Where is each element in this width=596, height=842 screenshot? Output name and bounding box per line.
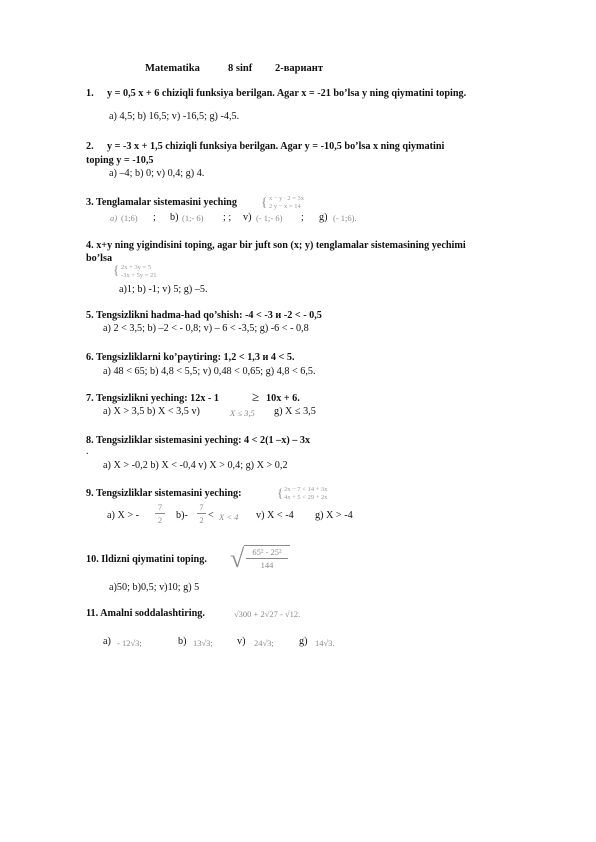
q9-opt-a-fraction: 7 2 [155,502,165,525]
q3-opt-b-label: b) [170,212,179,223]
q10-radical: √ 65² - 25² 144 [230,540,294,576]
q9-opt-b-mid: < [208,510,214,521]
q4-options: a)1; b) -1; v) 5; g) –5. [119,284,208,295]
q1-number: 1. [86,88,94,99]
q9-opt-g: g) X > -4 [315,510,353,521]
q11-opt-v-label: v) [237,636,246,647]
q3-opt-a-label: a) [110,213,118,223]
q11-opt-a-label: a) [103,636,111,647]
q5-options: a) 2 < 3,5; b) –2 < - 0,8; v) – 6 < -3,5; g) -6 < - 0,8 [103,323,309,334]
q10-numerator: 65² - 25² [252,547,282,557]
header-subject: Matematika [145,63,200,74]
q7-opt-v: X ≤ 3,5 [230,408,255,418]
q8-options: a) X > -0,2 b) X < -0,4 v) X > 0,4; g) X > 0,2 [103,460,288,471]
q10-fraction [246,547,288,570]
q2-text-cont: toping y = -10,5 [86,155,154,166]
q9-opt-v: v) X < -4 [256,510,294,521]
q3-system-eq2: 2 y − x = 14 [269,203,301,210]
q2-options: a) –4; b) 0; v) 0,4; g) 4. [109,168,205,179]
q9-text: 9. Tengsizliklar sistemasini yeching: [86,488,242,499]
q4-system-eq2: -3x + 5y = 21 [121,272,157,279]
q3-opt-a: (1;6) [121,213,138,223]
q4-system-eq1: 2x + 3y = 5 [121,264,152,271]
q4-text-cont: bo’lsa [86,253,113,264]
q2-text: y = -3 x + 1,5 chiziqli funksiya berilgan. Agar y = -10,5 bo’lsa x ning qiymatini [107,141,445,152]
q11-opt-g: 14√3. [315,638,335,648]
q11-opt-b: 13√3; [193,638,213,648]
q11-opt-a: - 12√3; [117,638,142,648]
q3-opt-b: (1;- 6) [182,213,204,223]
q3-text: 3. Tenglamalar sistemasini yeching [86,197,237,208]
q11-opt-g-label: g) [299,636,308,647]
q10-text: 10. Ildizni qiymatini toping. [86,554,207,565]
q11-text: 11. Amalni soddalashtiring. [86,608,205,619]
q4-text: 4. x+y ning yigindisini toping, agar bir juft son (x; y) tenglamalar sistemasining yechimi [86,240,466,251]
q3-system-brace: { [261,194,268,209]
q8-text: 8. Tengsizliklar sistemasini yeching: 4 < 2(1 –x) – 3x [86,435,311,446]
q9-system-eq2: 4x + 5 < 29 + 2x [284,494,328,501]
q9-system-brace: { [277,485,284,500]
q9-opt-a: a) X > - [107,510,140,521]
header-variant: 2-вариант [275,63,324,74]
q1-text: y = 0,5 x + 6 chiziqli funksiya berilgan. Agar x = -21 bo’lsa y ning qiymatini toping. [107,88,467,99]
q4-system-brace: { [113,262,120,277]
q7-opt-g: g) X ≤ 3,5 [274,406,316,417]
q7-text-end: 10x + 6. [266,393,300,404]
q7-text: 7. Tengsizlikni yeching: 12x - 1 [86,393,220,404]
worksheet-page: Matematika 8 sinf 2-вариант 1. y = 0,5 x + 6 chiziqli funksiya berilgan. Agar x = -21 bo’lsa y ning qiymatini toping. a) 4,5; b) 16,5; v) -16,5; g) -4,5. 2. y = -3 x + 1,5 chiziqli funksiya berilgan. Agar y = -10,5 bo’lsa x ning qiymatini toping y = -10,5 a) –4; b) 0; v) 0,4; g) 4. 3. Tenglamalar sistemasini yeching { x − y ∙ 2 = 3x 2 y − x = 14 a) (1;6) ; b) (1;- 6) ; ; v) (- 1;- 6) ; g) (- 1;6). 4. x+y ning yigindisini toping, agar bir juft son (x; y) tenglamalar sistemasining yechimi bo’lsa { 2x + 3y = 5 -3x + 5y = 21 a)1; b) -1; v) 5; g) –5. 5. Tengsizlikni hadma-had qo’shish: -4 < -3 и -2 < - 0,5 a) 2 < 3,5; b) –2 < - 0,8; v) – 6 < -3,5; g) -6 < - 0,8 6. Tengsizliklarni ko’paytiring: 1,2 < 1,3 и 4 < 5. a) 48 < 65; b) 4,8 < 5,5; v) 0,48 < 0,65; g) 4,8 < 6,5. 7. Tengsizlikni yeching: 12x - 1 ≥ 10x + 6. a) X > 3,5 b) X < 3,5 v) X ≤ 3,5 g) X ≤ 3,5 8. Tengsizliklar sistemasini yeching: 4 < 2(1 –x) – 3x . a) X > -0,2 b) X < -0,4 v) X > 0,4; g) X > 0,2 9. Tengsizliklar sistemasini yeching: { 2x − 7 < 14 + 3x 4x + 5 < 29 + 2x a) X > - 7 2 b)- 7 2 < X < 4 v) X < -4 g) X > -4 10. Ildizni qiymatini toping. √ 65² - 25² 144 a)50; b)0,5; v)10; g) 5 11. Amalni soddalashtiring. √300 + 2√27 - √12. a) - 12√3; b) 13√3; v) 24√3; g) 14√3. [86,63,467,648]
q2-number: 2. [86,141,94,152]
q9-opt-b: b)- [176,510,188,521]
q3-opt-g: (- 1;6). [333,213,357,223]
q3-opt-v: (- 1;- 6) [256,213,283,223]
q6-text: 6. Tengsizliklarni ko’paytiring: 1,2 < 1,3 и 4 < 5. [86,352,295,363]
q10-denominator: 144 [260,560,274,570]
q1-options: a) 4,5; b) 16,5; v) -16,5; g) -4,5. [109,111,240,122]
header-grade: 8 sinf [228,63,253,74]
q10-options: a)50; b)0,5; v)10; g) 5 [109,582,200,593]
q3-opt-g-label: g) [319,212,328,223]
q9-opt-b-fraction: 7 2 [197,502,206,525]
q3-opt-v-label: v) [243,212,252,223]
q5-text: 5. Tengsizlikni hadma-had qo’shish: -4 < -3 и -2 < - 0,5 [86,310,322,321]
q11-expression: √300 + 2√27 - √12. [234,609,301,619]
q7-ge-sign: ≥ [252,389,260,404]
q9-opt-b-x: X < 4 [219,512,239,522]
q6-options: a) 48 < 65; b) 4,8 < 5,5; v) 0,48 < 0,65; g) 4,8 < 6,5. [103,366,316,377]
q11-opt-v: 24√3; [254,638,274,648]
q3-system-eq1: x − y ∙ 2 = 3x [269,195,304,202]
q11-opt-b-label: b) [178,636,187,647]
q7-options: a) X > 3,5 b) X < 3,5 v) [103,406,200,417]
q8-dot: . [86,446,89,457]
q9-system-eq1: 2x − 7 < 14 + 3x [284,486,328,493]
